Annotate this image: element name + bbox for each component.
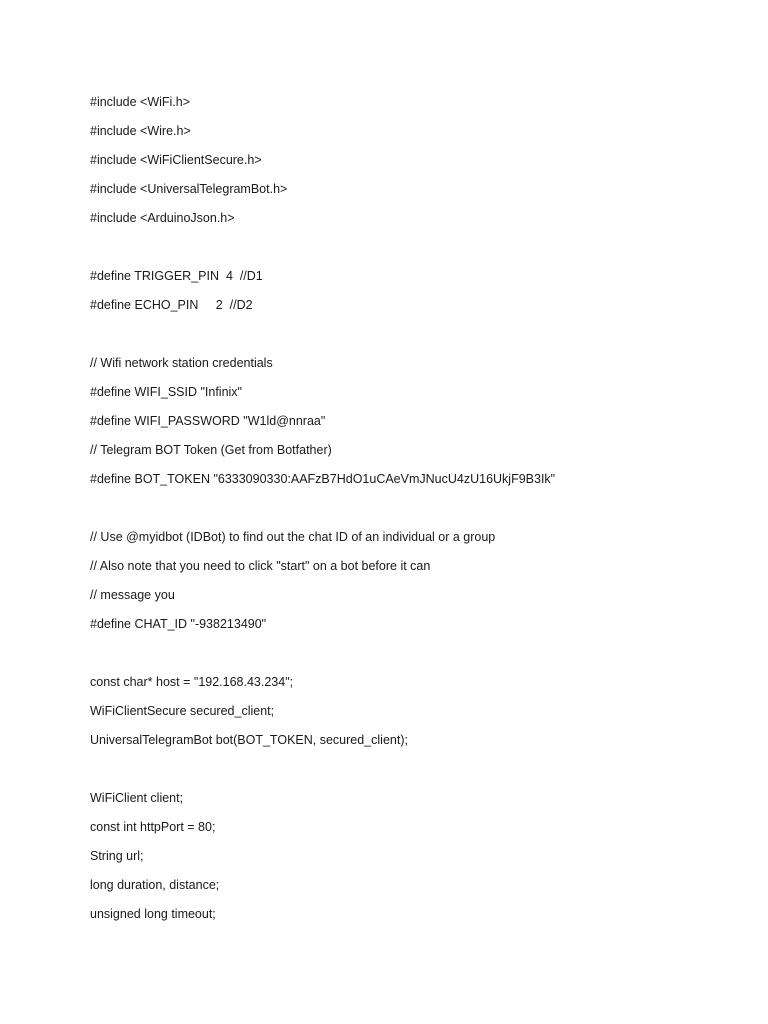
blank-line: [90, 237, 730, 266]
code-line: const int httpPort = 80;: [90, 820, 216, 834]
code-line: WiFiClientSecure secured_client;: [90, 704, 275, 718]
code-line: #include <Wire.h>: [90, 124, 191, 138]
comment-line: // Telegram BOT Token (Get from Botfather): [90, 443, 332, 457]
code-line: unsigned long timeout;: [90, 907, 216, 921]
code-line: #include <WiFiClientSecure.h>: [90, 153, 262, 167]
code-line: #define TRIGGER_PIN 4 //D1: [90, 269, 263, 283]
code-line: #define CHAT_ID "-938213490": [90, 617, 267, 631]
code-line: #include <UniversalTelegramBot.h>: [90, 182, 288, 196]
blank-line: [90, 324, 730, 353]
code-line: long duration, distance;: [90, 878, 220, 892]
code-line: String url;: [90, 849, 144, 863]
code-line: #define ECHO_PIN 2 //D2: [90, 298, 253, 312]
comment-line: // message you: [90, 588, 175, 602]
comment-line: // Use @myidbot (IDBot) to find out the chat ID of an individual or a group: [90, 530, 496, 544]
code-line: #define WIFI_PASSWORD "W1ld@nnraa": [90, 414, 326, 428]
code-line: #include <WiFi.h>: [90, 95, 191, 109]
comment-line: // Also note that you need to click "start" on a bot before it can: [90, 559, 431, 573]
code-line: const char* host = "192.168.43.234";: [90, 675, 294, 689]
code-line: #define BOT_TOKEN "6333090330:AAFzB7HdO1uCAeVmJNucU4zU16UkjF9B3Ik": [90, 472, 556, 486]
code-line: #include <ArduinoJson.h>: [90, 211, 235, 225]
blank-line: [90, 498, 730, 527]
comment-line: // Wifi network station credentials: [90, 356, 273, 370]
blank-line: [90, 759, 730, 788]
code-line: #define WIFI_SSID "Infinix": [90, 385, 242, 399]
blank-line: [90, 643, 730, 672]
code-line: UniversalTelegramBot bot(BOT_TOKEN, secured_client);: [90, 733, 408, 747]
code-listing: [90, 92, 730, 933]
code-line: WiFiClient client;: [90, 791, 184, 805]
